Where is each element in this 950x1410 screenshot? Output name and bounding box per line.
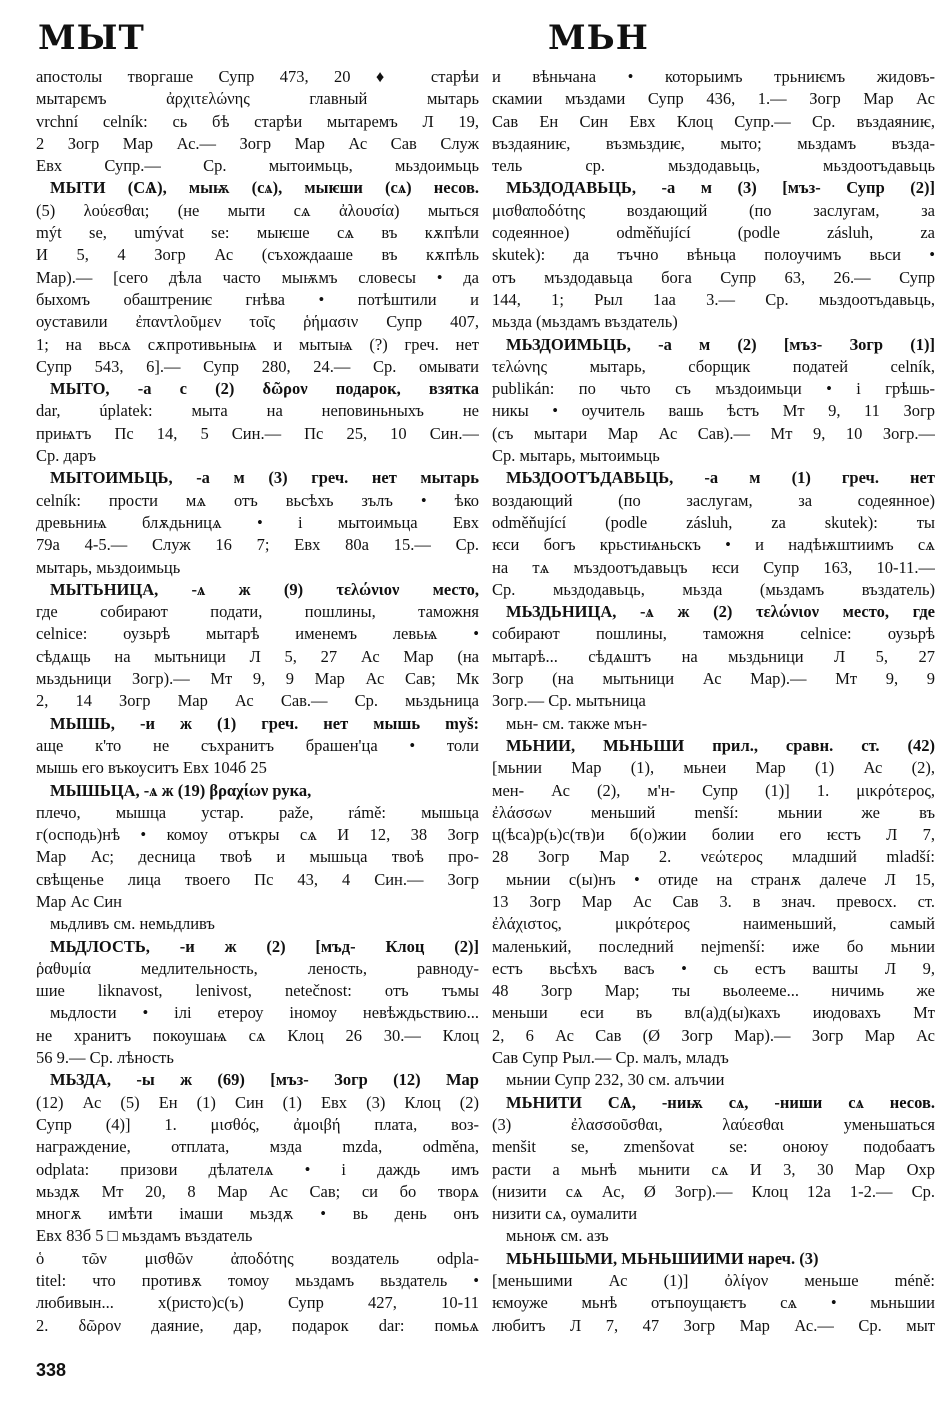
text-line: награждение, отплата, мзда mzda, odměna, <box>36 1137 479 1157</box>
text-line: никы • оучитель вашь ѣстъ Мт 9, 11 Зогр <box>492 401 935 421</box>
left-column <box>36 66 479 1337</box>
text-line: МЬЗДА, -ы ж (69) [мъз- Зогр (12) Мар <box>50 1070 479 1090</box>
text-line: апостолы творгаше Супр 473, 20 ♦ старѣи <box>36 67 479 86</box>
text-line: И 5, 4 Зогр Ас (съхождааше въ кѫпѣль <box>36 245 479 265</box>
text-line: мьнии Супр 232, 30 см. алъчии <box>506 1070 725 1090</box>
text-line: Ср. мьздодавьць, мьзда (мьздамъ въздатель) <box>492 579 935 599</box>
text-line: Сав Супр Рыл.— Ср. малъ, младъ <box>492 1048 729 1068</box>
text-line: МЬДЛОСТЬ, -и ж (2) [мъд- Клоц (2)] <box>50 936 479 956</box>
running-head-left: МЫТ <box>38 18 145 58</box>
text-line: въздаяниѥ, възмьздиѥ, мыто; мьздамъ възда- <box>492 133 935 153</box>
right-column <box>492 66 935 1337</box>
text-line: естъ вьсѣхъ васъ • сь естъ вашты Л 9, <box>492 958 935 978</box>
text-line: ѥмоуже мьнѣ отъпоущаѥтъ сѧ • мьньшии <box>492 1293 935 1313</box>
text-line: многѫ имѣти імаши мьздѫ • вь день онъ <box>36 1204 479 1224</box>
text-line: Мар Ас Син <box>36 891 122 911</box>
text-line: МЫШЬ, -и ж (1) греч. нет мышь myš: <box>50 713 479 733</box>
text-line: 2, 6 Ас Сав (Ø Зогр Мар).— Зогр Мар Ас <box>492 1025 935 1045</box>
text-line: 2 Зогр Мар Ас.— Зогр Мар Ас Сав Служ <box>36 133 479 153</box>
text-line: мьнии с(ы)нъ • отиде на странѫ далече Л 15, <box>506 869 935 889</box>
text-line: не хранитъ покоушаѩ сѧ Клоц 26 30.— Клоц <box>36 1025 479 1045</box>
text-line: МЬЗДОДАВЬЦЬ, -а м (3) [мъз- Супр (2)] <box>506 178 935 198</box>
text-line: воздающий (по заслугам, за содеянное) <box>492 490 935 510</box>
text-line: ἐλάχιστος, μικρότερος наименьший, самый <box>492 914 935 934</box>
text-line: МЬЗДООТЪДАВЬЦЬ, -а м (1) греч. нет <box>506 468 935 488</box>
text-line: МЫТО, -а с (2) δῶρον подарок, взятка <box>50 379 479 399</box>
text-line: сѣдѧщь на мытьници Л 5, 27 Ас Мар (на <box>36 646 479 666</box>
text-line: и вѣньчана • которыимъ трьниѥмъ жидовъ- <box>492 67 935 86</box>
text-line: МЬНИИ, МЬНЬШИ прил., сравн. ст. (42) <box>506 735 935 755</box>
text-line: где собирают подати, пошлины, таможня <box>36 602 479 622</box>
text-line: быхомъ обаштрениѥ гнѣва • потѣштили и <box>36 289 479 309</box>
text-line: vrchní celník: сь бѣ старѣи мытаремъ Л 19, <box>36 111 479 131</box>
text-line: Мар).— [сего дѣла часто мыѭмъ словесы • да <box>36 267 479 287</box>
text-line: τελώνης мытарь, сборщик податей celník, <box>492 356 935 376</box>
text-line: МЬЗДОИМЬЦЬ, -а м (2) [мъз- Зогр (1)] <box>506 334 935 354</box>
text-line: отъ мъздодавьца бога Супр 63, 26.— Супр <box>492 267 935 287</box>
text-line: мьздьници Зогр).— Мт 9, 9 Мар Ас Сав; Мк <box>36 669 479 689</box>
text-line: dar, úplatek: мыта на неповиньныхъ не <box>36 401 479 421</box>
text-line: Сав Ен Син Евх Клоц Супр.— Ср. въздаяниѥ, <box>492 111 935 131</box>
text-line: (5) λούεσθαι; (не мыти сѧ ἀλουσία) мыться <box>36 200 479 220</box>
text-line: ὁ τῶν μισθῶν ἀποδότης воздатель odpla- <box>36 1248 479 1268</box>
text-line: мьдлости • ілі етероу іномоу невѣждьствию... <box>50 1003 479 1023</box>
text-line: свѣщенье лица твоего Пс 43, 4 Син.— Зогр <box>36 869 479 889</box>
text-line: ѥси богъ крьстиѩньскъ • и надѣѭштиимъ сѧ <box>492 535 935 555</box>
text-line: 56 9.— Ср. лѣность <box>36 1048 174 1068</box>
text-line: мытарємъ ἀρχιτελώνης главный мытарь <box>36 89 479 109</box>
running-head-right: МЬН <box>548 18 649 58</box>
text-line: приѩтъ Пс 14, 5 Син.— Пс 25, 10 Син.— <box>36 423 479 443</box>
text-line: 144, 1; Рыл 1аа 3.— Ср. мьздоотъдавьць, <box>492 289 935 309</box>
text-line: celnice: оузьрѣ мытарѣ именемъ левьѩ • <box>36 624 479 644</box>
text-line: содеянное) odměňující (podle zásluh, za <box>492 223 935 243</box>
text-line: (12) Ас (5) Ен (1) Син (1) Евх (3) Клоц (2) <box>36 1092 479 1112</box>
text-line: МЫТЬНИЦА, -ѧ ж (9) τελώνιον место, <box>50 579 479 599</box>
text-line: Евх Супр.— Ср. мытоимьць, мьздоимьць <box>36 156 479 176</box>
text-line: Евх 83б 5 □ мьздамъ въздатель <box>36 1226 253 1246</box>
text-line: МЫТОИМЬЦЬ, -а м (3) греч. нет мытарь <box>50 468 479 488</box>
text-line: 13 Зогр Мар Ас Сав 3. в знач. превосх. ст. <box>492 891 935 911</box>
text-line: низити сѧ, оумалити <box>492 1204 638 1224</box>
text-line: на тѧ мъздоотъдавьцъ ѥси Супр 163, 10-11.— <box>492 557 935 577</box>
text-line: мытарѣ... сѣдѧштъ на мьздьници Л 5, 27 <box>492 646 935 666</box>
text-line: МЫТИ (СѦ), мыѭ (сѧ), мыѥши (сѧ) несов. <box>50 178 479 198</box>
text-line: odplata: призови дѣлателѧ • і даждь имъ <box>36 1159 479 1179</box>
text-line: Супр (4)] 1. μισθός, ἀμοιβή плата, воз- <box>36 1114 479 1134</box>
text-line: мышь его въкоуситъ Евх 104б 25 <box>36 758 267 778</box>
text-line: мьздѫ Мт 20, 8 Мар Ас Сав; си бо творѧ <box>36 1181 479 1201</box>
text-line: 2. δῶρον даяние, дар, подарок dar: помьѧ <box>36 1315 479 1335</box>
text-line: titel: что противѫ томоу мьздамъ вьздатель • <box>36 1271 479 1291</box>
text-line: плечо, мышца устар. paže, rámě: мышьца <box>36 802 479 822</box>
text-line: celník: прости мѧ отъ вьсѣхъ зълъ • ѣко <box>36 490 479 510</box>
page-number: 338 <box>36 1360 67 1380</box>
text-line: мьн- см. также мън- <box>506 713 648 733</box>
text-line: мьноѭ см. азъ <box>506 1226 609 1246</box>
text-line: (низити сѧ Ас, Ø Зогр).— Клоц 12а 1-2.— Ср. <box>492 1181 935 1201</box>
text-line: [меньшими Ас (1)] ὀλίγον меньше méně: <box>492 1271 935 1291</box>
text-line: МЬЗДЬНИЦА, -ѧ ж (2) τελώνιον место, где <box>506 602 935 622</box>
text-line: publikán: по чьто съ мъздоимьци • і грѣшь- <box>492 379 935 399</box>
text-line: любитъ Л 7, 47 Зогр Мар Ас.— Ср. мыт <box>492 1315 935 1335</box>
text-line: ц(ѣса)р(ь)с(тв)и б(о)жии болии его ѥстъ Л 7, <box>492 825 935 845</box>
text-line: мытарь, мьздоимьць <box>36 557 181 577</box>
text-line: аще к'то не съхранитъ брашен'ца • толи <box>36 735 479 755</box>
text-line: [мьнии Мар (1), мьнеи Мар (1) Ас (2), <box>492 758 935 778</box>
text-line: 2, 14 Зогр Мар Ас Сав.— Ср. мьздьница <box>36 691 479 711</box>
text-line: 1; на вьсѧ сѫпротивьныѩ и мытыѩ (?) греч. нет <box>36 334 479 354</box>
text-line: собирают пошлины, таможня celnice: оузьрѣ <box>492 624 935 644</box>
text-line: г(осподь)нѣ • комоу отъкры сѧ И 12, 38 Зогр <box>36 825 479 845</box>
text-line: menšit se, zmenšovat se: оноюу подобаатъ <box>492 1137 935 1157</box>
text-line: Зогр.— Ср. мытьница <box>492 691 646 711</box>
text-line: скамии мъздами Супр 436, 1.— Зогр Мар Ас <box>492 89 935 109</box>
text-line: 79а 4-5.— Служ 16 7; Евх 80а 15.— Ср. <box>36 535 479 555</box>
text-line: маленький, последний nejmenší: иже бо мьнии <box>492 936 935 956</box>
text-line: Ср. даръ <box>36 446 97 466</box>
text-line: меньши еси въ вл(а)д(ы)кахъ июдовахъ Мт <box>492 1003 935 1023</box>
text-line: (съ мытари Мар Ас Сав).— Мт 9, 10 Зогр.— <box>492 423 935 443</box>
text-line: любивын... х(ристо)с(ъ) Супр 427, 10-11 <box>36 1293 479 1313</box>
text-line: ῥαθυμία медлительность, леность, равноду- <box>36 958 479 978</box>
text-line: ἐλάσσων меньший menší: мьнии же въ <box>492 802 935 822</box>
text-line: расти а мьнѣ мьнити сѧ И 3, 30 Мар Охр <box>492 1159 935 1179</box>
text-line: МЬНИТИ СѦ, -ниѭ сѧ, -ниши сѧ несов. <box>506 1092 935 1112</box>
text-line: Мар Ас; десница твоѣ и мышьца твоѣ про- <box>36 847 479 867</box>
text-line: 28 Зогр Мар 2. νεώτερος младший mladší: <box>492 847 935 867</box>
text-line: шие liknavost, lenivost, netečnost: отъ тъмы <box>36 981 479 1001</box>
text-line: (3) ἐλασσοῦσθαι, λαύεσθαι уменьшаться <box>492 1114 935 1134</box>
text-line: древьниѩ блѫдьницѧ • і мытоимьца Евх <box>36 512 479 532</box>
text-line: оуставили ἐπαντλοῦμεν τοῖς ῥήμασιν Супр 407, <box>36 312 479 332</box>
text-line: МЫШЬЦА, -ѧ ж (19) βραχίων рука, <box>50 780 312 800</box>
text-line: Ср. мытарь, мытоимьць <box>492 446 660 466</box>
text-line: Зогр (на мытьници Ас Мар).— Мт 9, 9 <box>492 669 935 689</box>
text-line: мен- Ас (2), м'н- Супр (1)] 1. μικρότερος, <box>492 780 935 800</box>
text-line: Супр 543, 6].— Супр 280, 24.— Ср. омывати <box>36 356 479 376</box>
text-line: μισθαποδότης воздающий (по заслугам, за <box>492 200 935 220</box>
text-line: тель ср. мьздодавьць, мьздоотъдавьць <box>492 156 935 176</box>
text-line: skutek): да тъчно вѣньца полоучимъ вьси • <box>492 245 935 265</box>
text-line: 48 Зогр Мар; ты вьолееме... ничимь же <box>492 981 935 1001</box>
text-line: mýt se, umývat se: мыѥше сѧ въ кѫпѣли <box>36 223 479 243</box>
text-line: мьзда (мьздамъ въздатель) <box>492 312 678 332</box>
text-line: мьдливъ см. немьдливъ <box>50 914 215 934</box>
text-line: МЬНЬШЬМИ, МЬНЬШИИМИ нареч. (3) <box>506 1248 819 1268</box>
text-line: odměňující (podle zásluh, za skutek): ты <box>492 512 935 532</box>
